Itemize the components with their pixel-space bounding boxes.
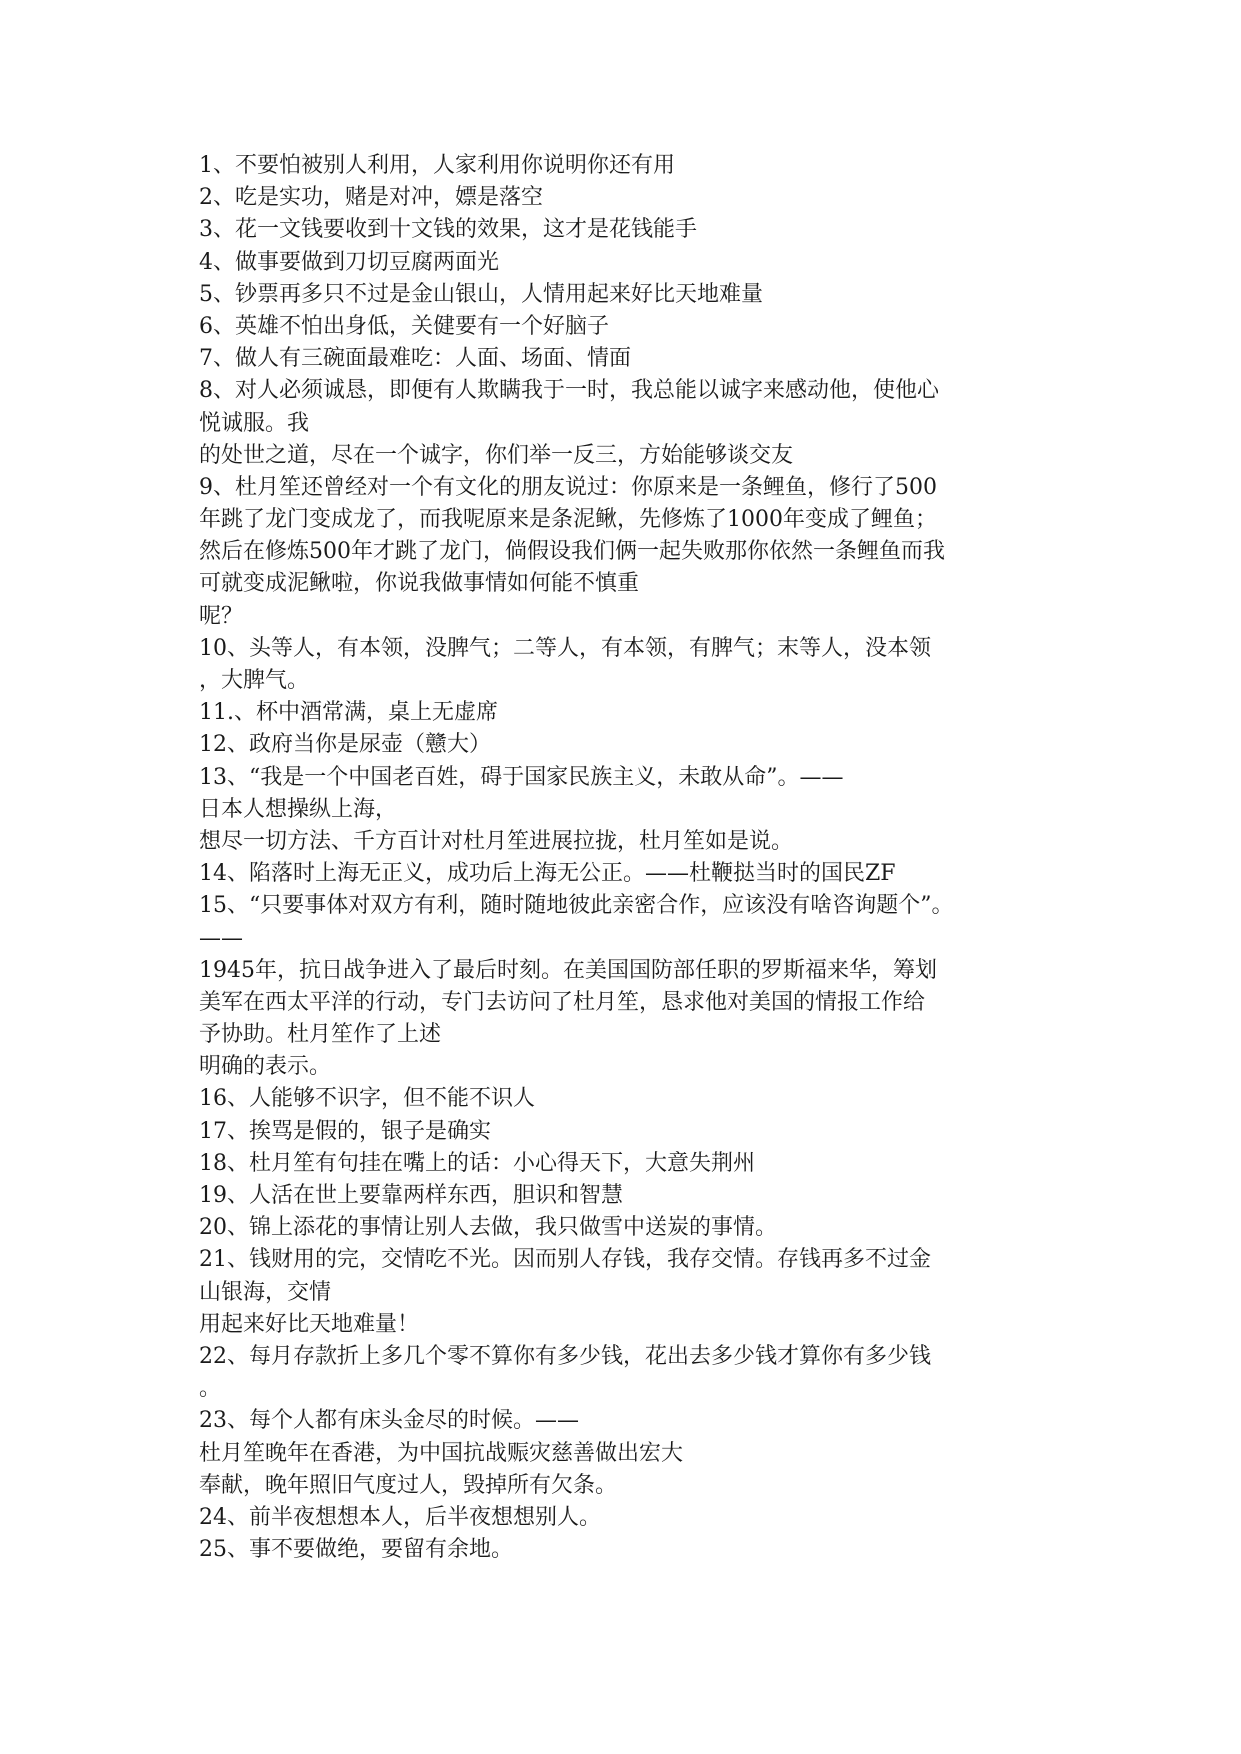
text-line: 19、人活在世上要靠两样东西，胆识和智慧 (199, 1183, 623, 1208)
text-line: 悦诚服。我 (199, 410, 310, 436)
text-line: —— (199, 925, 243, 951)
text-line: 的处世之道，尽在一个诚字，你们举一反三，方始能够谈交友 (199, 442, 794, 468)
text-line: 予协助。杜月笙作了上述 (199, 1022, 442, 1048)
text-line: 呢？ (199, 603, 244, 629)
document-body (199, 150, 1079, 1566)
text-line: 10、头等人，有本领，没脾气；二等人，有本领，有脾气；末等人，没本领 (199, 635, 931, 661)
text-line: 23、每个人都有床头金尽的时候。—— (199, 1408, 579, 1434)
text-line: 3、花一文钱要收到十文钱的效果，这才是花钱能手 (199, 217, 697, 243)
text-line: 。 (199, 1376, 222, 1402)
text-line: 想尽一切方法、千方百计对杜月笙进展拉拢，杜月笙如是说。 (199, 828, 794, 854)
text-line: 2、吃是实功，赌是对冲，嫖是落空 (199, 185, 543, 211)
text-line: 20、锦上添花的事情让别人去做，我只做雪中送炭的事情。 (199, 1215, 777, 1241)
text-line: 山银海，交情 (199, 1279, 332, 1305)
text-line: 12、政府当你是尿壶（戆大） (199, 732, 491, 758)
text-line: 8、对人必须诚恳，即便有人欺瞒我于一时，我总能以诚字来感动他，使他心 (199, 378, 939, 404)
text-line: 年跳了龙门变成龙了，而我呢原来是条泥鳅，先修炼了1000年变成了鲤鱼； (199, 507, 937, 533)
text-line: 4、做事要做到刀切豆腐两面光 (199, 249, 499, 275)
text-line: 杜月笙晚年在香港，为中国抗战赈灾慈善做出宏大 (199, 1440, 684, 1466)
text-line: 24、前半夜想想本人，后半夜想想别人。 (199, 1504, 601, 1530)
text-line: 1945年，抗日战争进入了最后时刻。在美国国防部任职的罗斯福来华，筹划 (199, 957, 937, 983)
text-line: 奉献，晚年照旧气度过人，毁掉所有欠条。 (199, 1472, 618, 1498)
text-line: 18、杜月笙有句挂在嘴上的话：小心得天下，大意失荆州 (199, 1150, 755, 1176)
text-line: 17、挨骂是假的，银子是确实 (199, 1118, 491, 1144)
text-line: 然后在修炼500年才跳了龙门，倘假设我们俩一起失败那你依然一条鲤鱼而我 (199, 539, 945, 565)
text-line: 5、钞票再多只不过是金山银山，人情用起来好比天地难量 (199, 281, 763, 307)
text-line: 用起来好比天地难量！ (199, 1311, 420, 1337)
text-line: 1、不要怕被别人利用，人家利用你说明你还有用 (199, 153, 675, 178)
text-line: 6、英雄不怕出身低，关健要有一个好脑子 (199, 313, 609, 339)
text-line: 22、每月存款折上多几个零不算你有多少钱，花出去多少钱才算你有多少钱 (199, 1343, 931, 1369)
text-line: 15、“只要事体对双方有利，随时随地彼此亲密合作，应该没有啥咨询题个”。 (199, 893, 954, 919)
text-line: 9、杜月笙还曾经对一个有文化的朋友说过：你原来是一条鲤鱼，修行了500 (199, 474, 937, 500)
text-line: 可就变成泥鳅啦，你说我做事情如何能不慎重 (199, 571, 640, 597)
text-line: 日本人想操纵上海， (199, 796, 398, 822)
text-line: 21、钱财用的完，交情吃不光。因而别人存钱，我存交情。存钱再多不过金 (199, 1247, 931, 1273)
text-line: 11.、杯中酒常满，桌上无虚席 (199, 700, 498, 726)
text-line: 7、做人有三碗面最难吃：人面、场面、情面 (199, 346, 631, 372)
text-line: 美军在西太平洋的行动，专门去访问了杜月笙，恳求他对美国的情报工作给 (199, 989, 926, 1015)
text-line: 明确的表示。 (199, 1054, 332, 1080)
text-line: ，大脾气。 (199, 668, 310, 693)
text-line: 14、陷落时上海无正义，成功后上海无公正。——杜鞭挞当时的国民ZF (199, 861, 896, 887)
text-line: 13、“我是一个中国老百姓，碍于国家民族主义，未敢从命”。—— (199, 764, 844, 790)
text-line: 16、人能够不识字，但不能不识人 (199, 1086, 535, 1112)
text-line: 25、事不要做绝，要留有余地。 (199, 1537, 513, 1563)
